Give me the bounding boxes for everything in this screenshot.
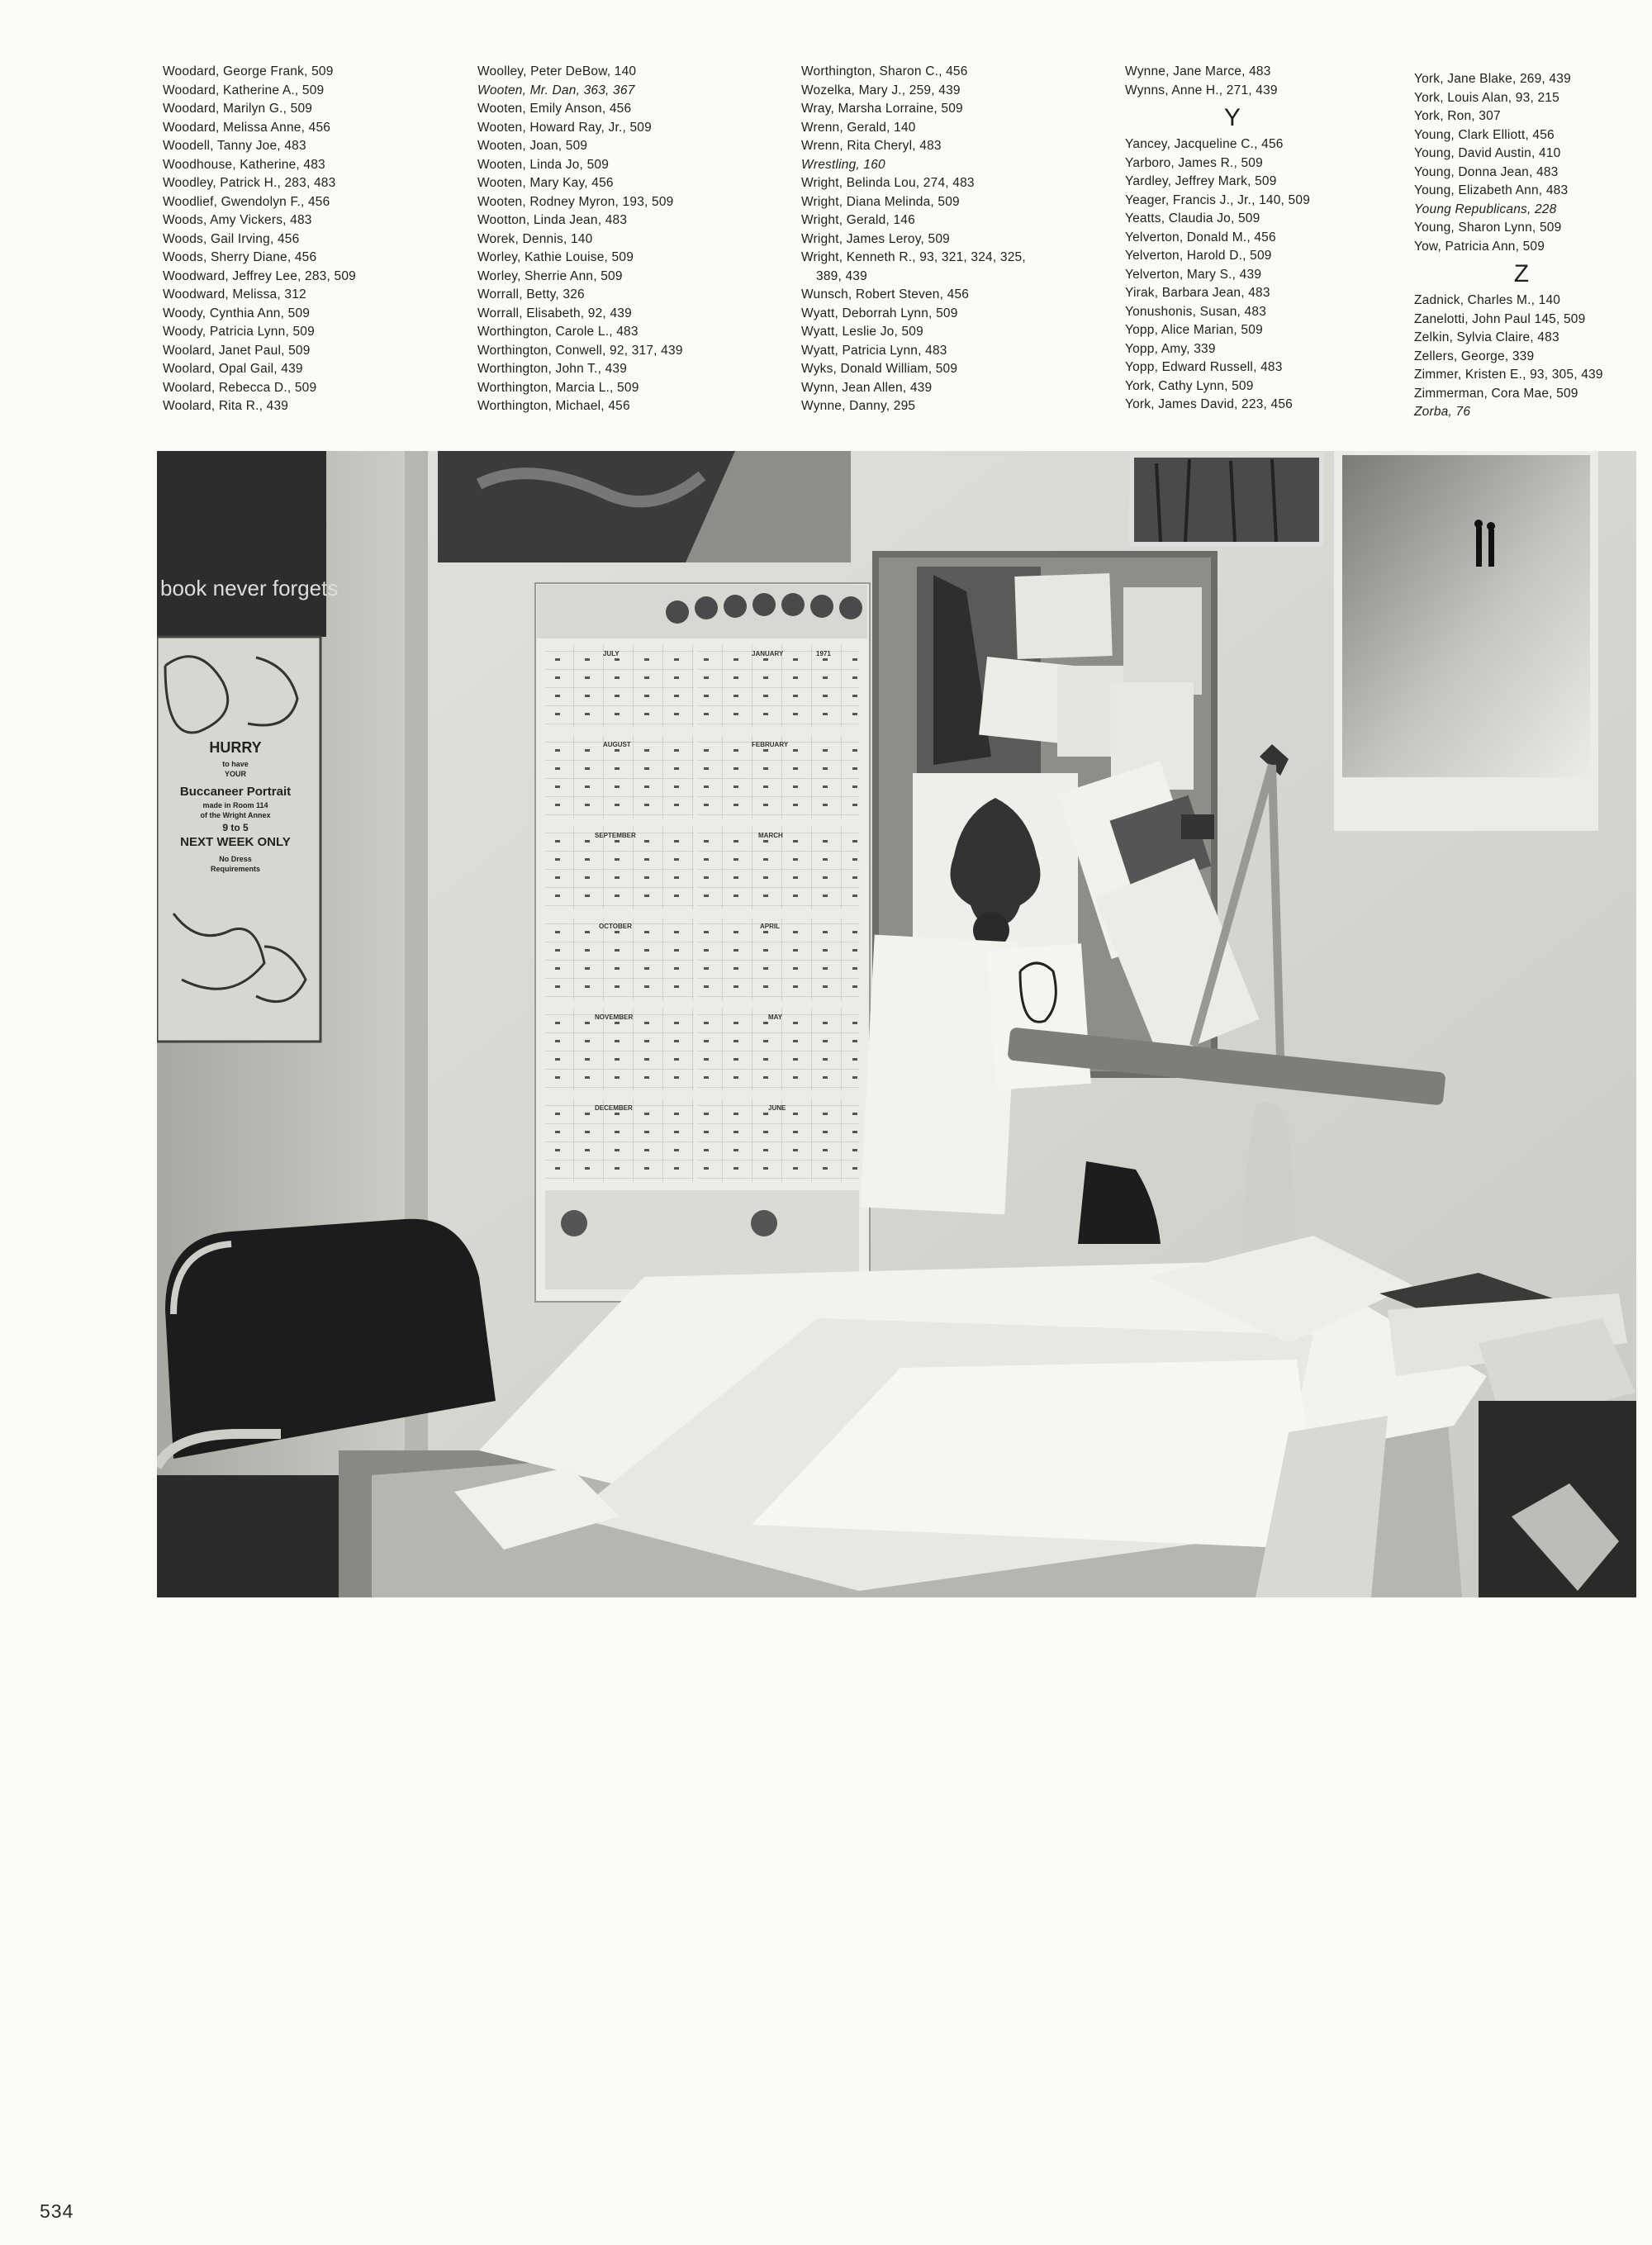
index-entry: Woodard, George Frank, 509 xyxy=(163,64,334,78)
calendar-month-aug: AUGUST xyxy=(603,741,631,748)
index-entry: York, Jane Blake, 269, 439 xyxy=(1414,72,1571,86)
index-entry: Wyatt, Leslie Jo, 509 xyxy=(801,325,923,339)
index-entry: Worthington, John T., 439 xyxy=(477,362,628,376)
calendar-month-jan: JANUARY xyxy=(752,650,784,657)
section-letter-z: Z xyxy=(1513,260,1530,287)
calendar-year: 1971 xyxy=(816,650,831,657)
index-entry: Young, David Austin, 410 xyxy=(1414,146,1561,160)
index-entry: Wright, Gerald, 146 xyxy=(801,213,915,227)
index-entry: Woolley, Peter DeBow, 140 xyxy=(477,64,637,78)
index-entry: Wunsch, Robert Steven, 456 xyxy=(801,287,970,301)
index-entry: Wright, James Leroy, 509 xyxy=(801,231,950,246)
index-entry: Zimmerman, Cora Mae, 509 xyxy=(1414,386,1578,401)
poster-line-5: made in Room 114 xyxy=(202,801,268,809)
index-entry: Woolard, Rita R., 439 xyxy=(163,399,289,413)
index-entry: Worthington, Michael, 456 xyxy=(477,399,630,413)
index-entry: Wyatt, Deborrah Lynn, 509 xyxy=(801,306,958,320)
index-entry: Woods, Gail Irving, 456 xyxy=(163,231,300,246)
index-column-2 xyxy=(477,63,683,416)
index-entry: York, James David, 223, 456 xyxy=(1125,397,1293,411)
index-entry: Yopp, Alice Marian, 509 xyxy=(1125,323,1263,337)
index-entry: York, Louis Alan, 93, 215 xyxy=(1414,90,1559,105)
index-entry: Wynn, Jean Allen, 439 xyxy=(801,380,933,395)
index-entry: Worthington, Sharon C., 456 xyxy=(801,64,968,78)
calendar-month-apr: APRIL xyxy=(760,923,780,930)
index-entry: Wyks, Donald William, 509 xyxy=(801,362,958,376)
calendar-month-mar: MARCH xyxy=(758,832,783,839)
index-entry: Wooten, Rodney Myron, 193, 509 xyxy=(477,194,674,209)
index-entry: Wyatt, Patricia Lynn, 483 xyxy=(801,343,947,358)
index-entry: Yelverton, Harold D., 509 xyxy=(1125,249,1272,263)
calendar-month-oct: OCTOBER xyxy=(599,923,632,930)
index-entry: Wooten, Linda Jo, 509 xyxy=(477,157,610,172)
calendar-month-dec: DECEMBER xyxy=(595,1104,633,1112)
index-entry: Worrall, Betty, 326 xyxy=(477,287,585,301)
index-column-4-bottom xyxy=(1125,135,1340,415)
section-letter-y: Y xyxy=(1223,104,1241,131)
index-entry: Woodard, Melissa Anne, 456 xyxy=(163,120,331,135)
index-entry: Zadnick, Charles M., 140 xyxy=(1414,293,1561,307)
index-entry: Woolard, Rebecca D., 509 xyxy=(163,380,317,395)
index-entry: Wynne, Jane Marce, 483 xyxy=(1125,64,1271,78)
index-entry: Wynns, Anne H., 271, 439 xyxy=(1125,83,1278,97)
index-entry: Young, Sharon Lynn, 509 xyxy=(1414,221,1562,235)
index-entry: Yeatts, Claudia Jo, 509 xyxy=(1125,211,1260,225)
index-entry: Yirak, Barbara Jean, 483 xyxy=(1125,286,1270,300)
index-entry: Worley, Kathie Louise, 509 xyxy=(477,250,634,264)
index-entry: Woodard, Marilyn G., 509 xyxy=(163,102,313,116)
index-column-5-top xyxy=(1414,70,1629,256)
index-entry: Yardley, Jeffrey Mark, 509 xyxy=(1125,174,1277,188)
index-entry: Wooten, Emily Anson, 456 xyxy=(477,102,632,116)
index-entry: Wootton, Linda Jean, 483 xyxy=(477,213,628,227)
poster-line-9: No Dress xyxy=(219,855,252,863)
wall-calendar xyxy=(535,583,870,1302)
index-entry: Wooten, Howard Ray, Jr., 509 xyxy=(477,120,652,135)
index-column-4-top xyxy=(1125,63,1340,100)
index-entry: Zelkin, Sylvia Claire, 483 xyxy=(1414,330,1559,344)
index-entry: Woolard, Opal Gail, 439 xyxy=(163,362,303,376)
calendar-month-nov: NOVEMBER xyxy=(595,1013,634,1021)
index-entry: Yonushonis, Susan, 483 xyxy=(1125,304,1267,319)
index-entry: Young Republicans, 228 xyxy=(1414,202,1557,216)
index-entry: York, Ron, 307 xyxy=(1414,109,1501,123)
index-entry: Wrenn, Rita Cheryl, 483 xyxy=(801,139,942,153)
calendar-month-may: MAY xyxy=(768,1013,783,1021)
index-entry: Young, Donna Jean, 483 xyxy=(1414,164,1559,179)
index-entry: Woodward, Jeffrey Lee, 283, 509 xyxy=(163,268,356,283)
calendar-month-jun: JUNE xyxy=(768,1104,786,1112)
poster-line-10: Requirements xyxy=(210,865,261,873)
index-column-4 xyxy=(1125,63,1340,415)
index-entry: Worek, Dennis, 140 xyxy=(477,231,593,246)
calendar-month-sep: SEPTEMBER xyxy=(595,832,636,839)
index-entry: Worthington, Conwell, 92, 317, 439 xyxy=(477,343,683,358)
index-entry: Young, Clark Elliott, 456 xyxy=(1414,127,1555,142)
poster-line-4: Buccaneer Portrait xyxy=(179,785,292,799)
poster-line-8: NEXT WEEK ONLY xyxy=(180,835,291,849)
index-entry: Woods, Sherry Diane, 456 xyxy=(163,250,317,264)
index-entry: Woodell, Tanny Joe, 483 xyxy=(163,139,306,153)
index-entry: Woody, Patricia Lynn, 509 xyxy=(163,325,315,339)
index-column-5-bottom xyxy=(1414,292,1629,422)
index-entry: Yow, Patricia Ann, 509 xyxy=(1414,239,1545,254)
index-entry: Worrall, Elisabeth, 92, 439 xyxy=(477,306,632,320)
poster-line-1: HURRY xyxy=(209,739,262,756)
index-entry: Woods, Amy Vickers, 483 xyxy=(163,213,312,227)
index-entry: Zellers, George, 339 xyxy=(1414,349,1535,363)
index-entry: Yelverton, Mary S., 439 xyxy=(1125,267,1262,282)
index-entry: Yarboro, James R., 509 xyxy=(1125,155,1263,170)
poster-tagline: book never forgets xyxy=(160,576,339,600)
poster-line-6: of the Wright Annex xyxy=(200,811,271,819)
index-entry: Yelverton, Donald M., 456 xyxy=(1125,230,1276,244)
index-entry: Wrenn, Gerald, 140 xyxy=(801,120,916,135)
page-number: 534 xyxy=(40,2200,74,2222)
index-column-1 xyxy=(163,63,356,416)
index-entry: Woodward, Melissa, 312 xyxy=(163,287,306,301)
index-entry: Woodlief, Gwendolyn F., 456 xyxy=(163,194,330,209)
beach-poster xyxy=(1334,451,1598,831)
index-column-3 xyxy=(801,63,1026,416)
portrait-poster xyxy=(157,451,338,1042)
index-entry: Yopp, Edward Russell, 483 xyxy=(1125,360,1283,374)
index-entry: Yopp, Amy, 339 xyxy=(1125,341,1216,356)
index-entry: Woodhouse, Katherine, 483 xyxy=(163,157,325,172)
index-entry: Woodard, Katherine A., 509 xyxy=(163,83,325,97)
office-desk-photo xyxy=(157,451,1636,1597)
index-entry: Yeager, Francis J., Jr., 140, 509 xyxy=(1125,192,1311,207)
index-entry: Woody, Cynthia Ann, 509 xyxy=(163,306,311,320)
index-entry: Wooten, Mary Kay, 456 xyxy=(477,176,614,190)
poster-line-3: YOUR xyxy=(224,770,247,778)
index-entry: Woolard, Janet Paul, 509 xyxy=(163,343,311,358)
index-entry: Wright, Diana Melinda, 509 xyxy=(801,194,960,209)
poster-line-2: to have xyxy=(222,760,249,768)
calendar-month-feb: FEBRUARY xyxy=(752,741,789,748)
index-entry: Zorba, 76 xyxy=(1414,405,1471,419)
index-entry: Wright, Belinda Lou, 274, 483 xyxy=(801,176,975,190)
index-entry: York, Cathy Lynn, 509 xyxy=(1125,378,1254,393)
poster-line-7: 9 to 5 xyxy=(222,822,249,833)
index-entry: Wray, Marsha Lorraine, 509 xyxy=(801,102,963,116)
index-entry: Young, Elizabeth Ann, 483 xyxy=(1414,183,1569,197)
index-entry: Wynne, Danny, 295 xyxy=(801,399,916,413)
index-entry: Wooten, Mr. Dan, 363, 367 xyxy=(477,83,635,97)
index-entry: Wozelka, Mary J., 259, 439 xyxy=(801,83,961,97)
index-entry: Worley, Sherrie Ann, 509 xyxy=(477,268,623,283)
index-entry: Wooten, Joan, 509 xyxy=(477,139,588,153)
index-entry: Wright, Kenneth R., 93, 321, 324, 325, xyxy=(801,250,1026,264)
index-entry: Zanelotti, John Paul 145, 509 xyxy=(1414,311,1586,326)
index-entry: Worthington, Carole L., 483 xyxy=(477,325,638,339)
index-entry: Zimmer, Kristen E., 93, 305, 439 xyxy=(1414,368,1603,382)
index-entry: Wrestling, 160 xyxy=(801,157,885,172)
index-entry: 389, 439 xyxy=(816,268,867,283)
index-entry: Woodley, Patrick H., 283, 483 xyxy=(163,176,336,190)
index-entry: Yancey, Jacqueline C., 456 xyxy=(1125,137,1284,151)
index-entry: Worthington, Marcia L., 509 xyxy=(477,380,639,395)
calendar-month-jul: JULY xyxy=(603,650,620,657)
index-column-5 xyxy=(1414,70,1629,422)
